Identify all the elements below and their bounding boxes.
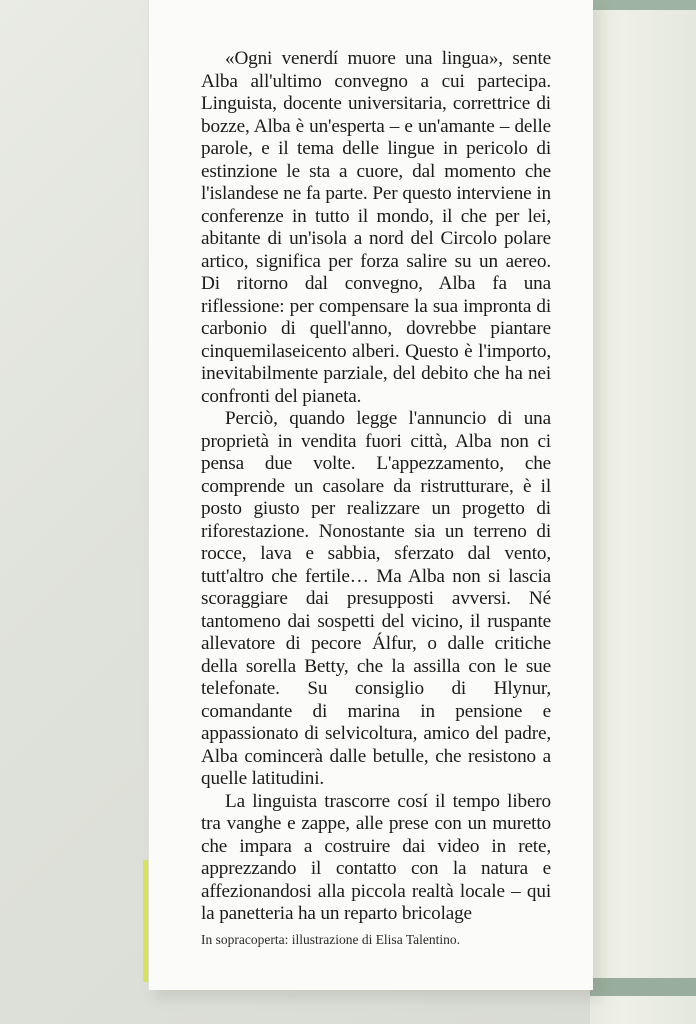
book-cover-edge: [590, 0, 696, 1024]
blurb-paragraph-1: «Ogni venerdí muore una lingua», sente Alba all'ultimo convegno a cui partecipa. Linguista, docente universitaria, correttrice di bozze, Alba è un'esperta – e un'amante – delle parole, e il tema delle lingue in pericolo di estinzione le sta a cuore, dal momento che l'islandese ne fa parte. Per questo interviene in conferenze in tutto il mondo, il che per lei, abitante di un'isola a nord del Circolo polare artico, significa per forza salire su un aereo. Di ritorno dal convegno, Alba fa una riflessione: per compensare la sua impronta di carbonio di quell'anno, dovrebbe piantare cinquemilaseicento alberi. Questo è l'importo, inevitabilmente parziale, del debito che ha nei confronti del pianeta.: [201, 48, 551, 407]
cover-bottom-band: [590, 978, 696, 996]
dust-jacket-flap: [148, 0, 593, 990]
cover-illustration-credit: In sopracoperta: illustrazione di Elisa Talentino.: [201, 932, 460, 947]
blurb-paragraph-3: La linguista trascorre cosí il tempo libero tra vanghe e zappe, alle prese con un muretto che impara a costruire dai video in rete, apprezzando il contatto con la natura e affezionandosi alla piccola realtà locale – qui la panetteria ha un reparto bricolage: [201, 790, 551, 924]
flap-blurb: [201, 48, 551, 926]
cover-top-band: [590, 0, 696, 10]
blurb-paragraph-2: Perciò, quando legge l'annuncio di una proprietà in vendita fuori città, Alba non ci pensa due volte. L'appezzamento, che comprende un casolare da ristrutturare, è il posto giusto per realizzare un progetto di riforestazione. Nonostante sia un terreno di rocce, lava e sabbia, sferzato dal vento, tutt'altro che fertile… Ma Alba non si lascia scoraggiare dai presupposti avversi. Né tantomeno dai sospetti del vicino, il ruspante allevatore di pecore Álfur, o dalle critiche della sorella Betty, che la assilla con le sue telefonate. Su consiglio di Hlynur, comandante di marina in pensione e appassionato di selvicoltura, amico del padre, Alba comincerà dalle betulle, che resistono a quelle latitudini.: [201, 408, 551, 789]
